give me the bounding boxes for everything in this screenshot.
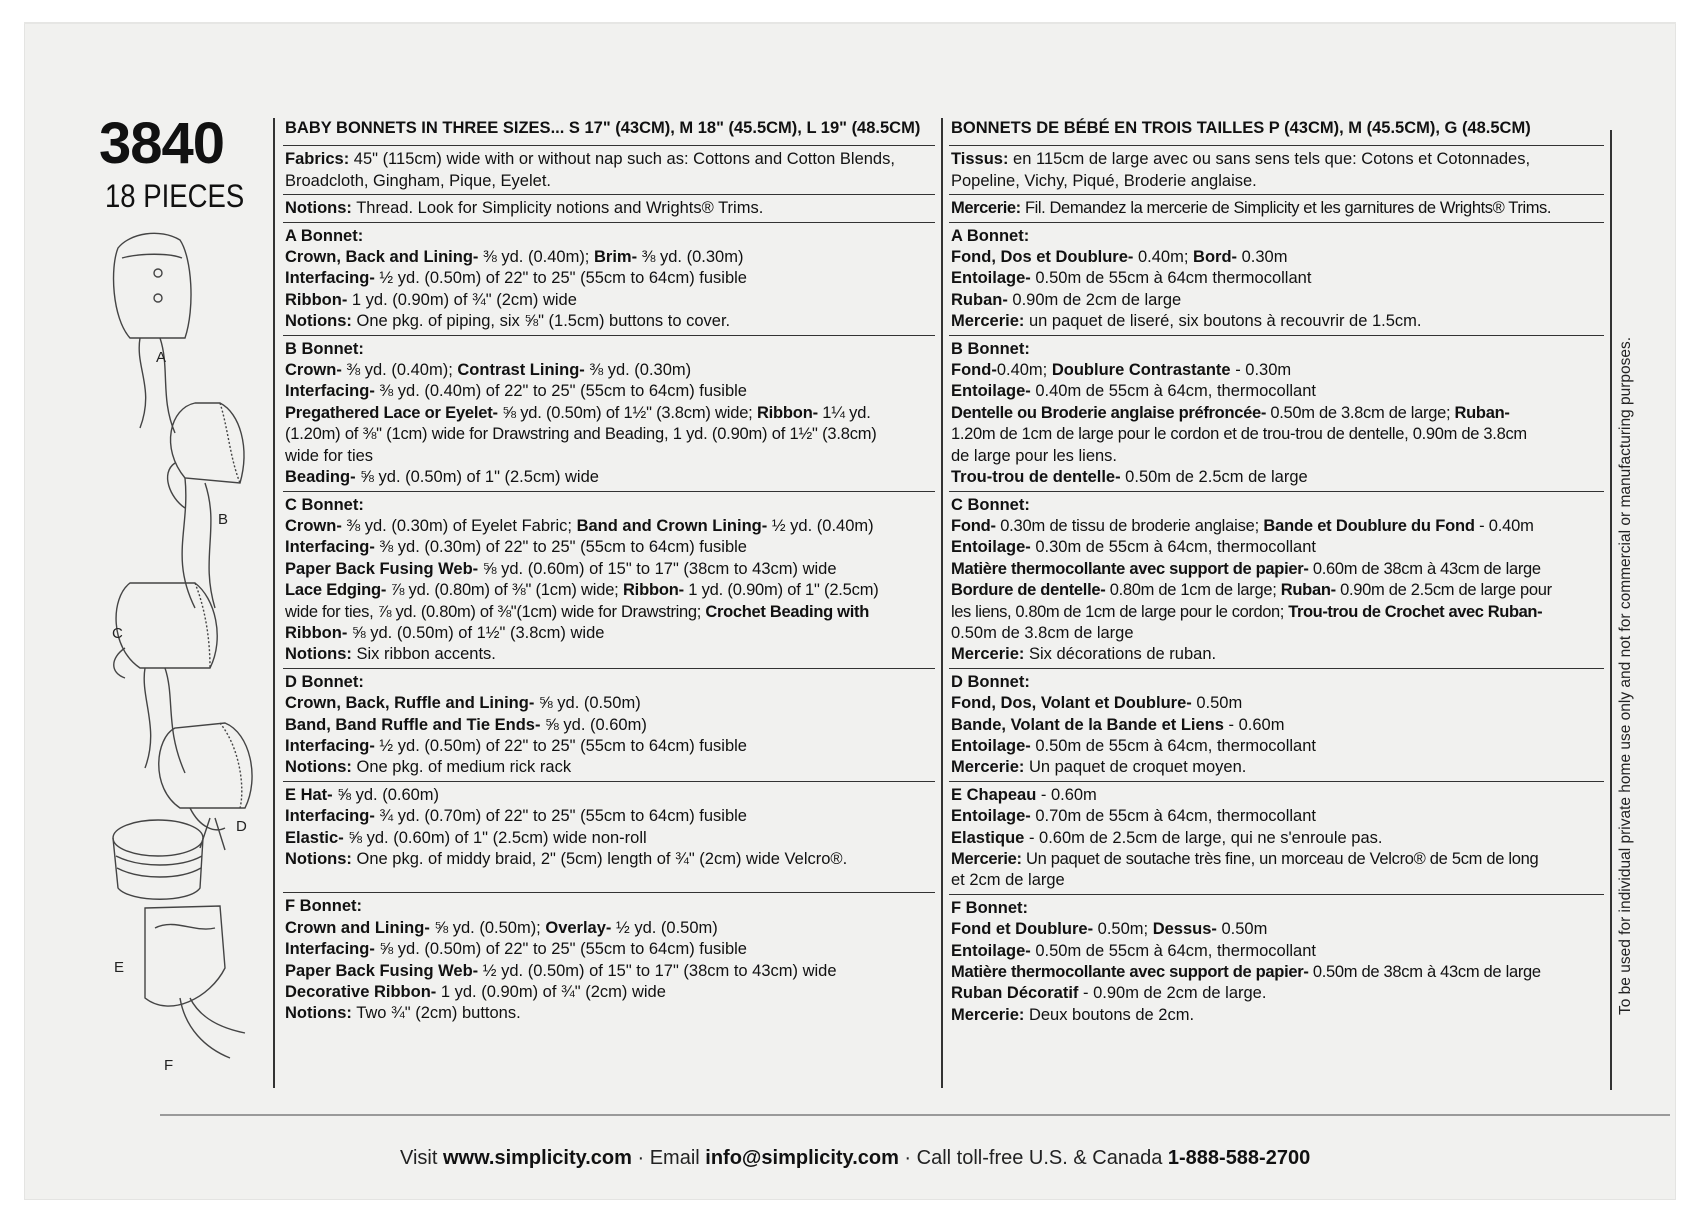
french-column <box>949 118 1604 1028</box>
illustration-label-a: A <box>156 349 167 366</box>
item-label: Entoilage- <box>951 382 1031 401</box>
item-label: Entoilage- <box>951 807 1031 826</box>
item-label: Notions: <box>285 645 352 664</box>
item-text: wide for ties, ⅞ yd. (0.80m) of ⅜"(1cm) wide for Drawstring; <box>285 602 706 621</box>
item-label: Notions: <box>285 312 352 331</box>
item-text: ⅝ yd. (0.50m) of 1½" (3.8cm) wide; <box>497 403 757 422</box>
item-text: ½ yd. (0.40m) <box>767 516 874 535</box>
english-notions <box>283 194 935 221</box>
item-text: 0.40m; <box>996 361 1052 380</box>
item-text: 0.50m de 38cm à 43cm de large <box>1308 963 1541 982</box>
item-text: Six décorations de ruban. <box>1024 645 1217 664</box>
french-title: BONNETS DE BÉBÉ EN TROIS TAILLES P (43CM), M (45.5CM), G (48.5CM) <box>951 119 1531 137</box>
english-title: BABY BONNETS IN THREE SIZES... S 17" (43CM), M 18" (45.5CM), L 19" (48.5CM) <box>285 119 921 137</box>
item-text: 0.50m <box>1216 920 1268 939</box>
footer-divider <box>160 1114 1670 1116</box>
item-label: Ribbon- <box>622 581 684 600</box>
item-label: Mercerie: <box>951 312 1025 331</box>
item-text: 1¼ yd. <box>817 403 871 422</box>
section-header: F Bonnet: <box>285 897 362 916</box>
item-text: ½ yd. (0.50m) of 22" to 25" (55cm to 64cm) fusible <box>374 269 747 288</box>
section-header: F Bonnet: <box>951 898 1028 917</box>
item-label: Interfacing- <box>285 940 375 959</box>
item-text: ⅜ yd. (0.40m) of 22" to 25" (55cm to 64cm) fusible <box>374 382 747 401</box>
section-header: C Bonnet: <box>951 495 1030 514</box>
english-bonnet-d <box>283 668 935 781</box>
item-text: 0.50m de 3.8cm de large <box>951 623 1134 642</box>
item-label: Decorative Ribbon- <box>285 983 437 1002</box>
item-label: Interfacing- <box>285 736 375 755</box>
item-label: Matière thermocollante avec support de papier- <box>951 963 1309 982</box>
item-label: Entoilage- <box>951 269 1031 288</box>
item-text: 1 yd. (0.90m) of 1" (2.5cm) <box>683 581 879 600</box>
item-text: ⅝ yd. (0.60m) of 15" to 17" (38cm to 43cm) wide <box>478 559 837 578</box>
item-label: Bordure de dentelle- <box>951 581 1106 600</box>
french-hat-e <box>949 781 1604 894</box>
item-text: 0.90m de 2.5cm de large pour <box>1335 581 1552 600</box>
item-text: ⅜ yd. (0.30m) <box>637 248 744 267</box>
item-label: Trou-trou de Crochet avec Ruban- <box>1288 602 1543 621</box>
item-text: ¾ yd. (0.70m) of 22" to 25" (55cm to 64cm) fusible <box>374 807 747 826</box>
item-text: 0.30m <box>1237 248 1288 267</box>
item-text: ⅝ yd. (0.50m) of 22" to 25" (55cm to 64cm) fusible <box>374 940 747 959</box>
item-label: Dessus- <box>1152 920 1217 939</box>
item-label: Notions: <box>285 758 352 777</box>
footer-call-text: · Call toll-free U.S. & Canada <box>898 1147 1168 1169</box>
section-header: D Bonnet: <box>285 672 364 691</box>
french-tissus <box>949 145 1604 194</box>
item-label: Notions: <box>285 850 352 868</box>
illustration-label-f: F <box>164 1057 174 1074</box>
french-mercerie <box>949 194 1604 221</box>
item-text: ⅝ yd. (0.50m) of 1" (2.5cm) wide <box>355 468 599 487</box>
item-label: Interfacing- <box>285 538 375 557</box>
item-label: Pregathered Lace or Eyelet- <box>285 403 498 422</box>
item-text: les liens, 0.80m de 1cm de large pour le cordon; <box>951 602 1289 621</box>
item-text: One pkg. of medium rick rack <box>351 758 572 777</box>
english-title-section <box>283 118 935 145</box>
phone-number: 1-888-588-2700 <box>1167 1147 1311 1169</box>
item-label: Dentelle ou Broderie anglaise préfroncée- <box>951 403 1267 422</box>
item-label: Trou-trou de dentelle- <box>951 468 1121 487</box>
item-text: 1 yd. (0.90m) of ¾" (2cm) wide <box>436 983 666 1002</box>
item-label: Crochet Beading with <box>705 602 869 621</box>
item-text: 1.20m de 1cm de large pour le cordon et de trou-trou de dentelle, 0.90m de 3.8cm <box>951 425 1527 444</box>
item-label: Ruban- <box>1280 581 1336 600</box>
item-text: 0.30m de 55cm à 64cm, thermocollant <box>1030 538 1316 557</box>
section-header: B Bonnet: <box>285 339 364 358</box>
item-label: Bord- <box>1193 248 1238 267</box>
item-label: Bande, Volant de la Bande et Liens <box>951 715 1224 734</box>
item-label: Band and Crown Lining- <box>576 516 768 535</box>
item-text: ½ yd. (0.50m) <box>611 918 718 937</box>
item-text: 0.50m de 55cm à 64cm, thermocollant <box>1030 736 1316 755</box>
item-text: un paquet de liseré, six boutons à recouvrir de 1.5cm. <box>1024 312 1422 331</box>
item-label: Paper Back Fusing Web- <box>285 961 479 980</box>
item-label: Interfacing- <box>285 382 375 401</box>
tissus-text: en 115cm de large avec ou sans sens tels que: Cotons et Cotonnades, <box>1008 150 1531 169</box>
item-text: ⅜ yd. (0.30m) of 22" to 25" (55cm to 64cm) fusible <box>374 538 747 557</box>
item-text: 0.70m de 55cm à 64cm, thermocollant <box>1030 807 1316 826</box>
item-text: Un paquet de croquet moyen. <box>1024 758 1247 777</box>
section-header: D Bonnet: <box>951 672 1030 691</box>
item-text: ⅜ yd. (0.40m); <box>478 248 594 267</box>
item-label: Fond, Dos et Doublure- <box>951 248 1134 267</box>
item-label: Mercerie: <box>951 1005 1025 1024</box>
item-text: 0.50m <box>1191 694 1243 713</box>
english-hat-e <box>283 781 935 893</box>
item-text: 0.40m; <box>1133 248 1194 267</box>
item-text: de large pour les liens. <box>951 446 1118 465</box>
item-text: ⅝ yd. (0.50m); <box>429 918 546 937</box>
item-text: - 0.40m <box>1474 516 1534 535</box>
item-text: ⅝ yd. (0.50m) of 1½" (3.8cm) wide <box>347 623 605 642</box>
item-text: 0.80m de 1cm de large; <box>1105 581 1281 600</box>
item-label: Matière thermocollante avec support de papier- <box>951 559 1309 578</box>
contact-footer <box>400 1147 1310 1170</box>
item-text: One pkg. of piping, six ⅝" (1.5cm) buttons to cover. <box>351 312 731 331</box>
item-label: Fond et Doublure- <box>951 920 1094 939</box>
fabrics-text: 45" (115cm) wide with or without nap such as: Cottons and Cotton Blends, <box>349 150 895 169</box>
item-text: ⅞ yd. (0.80m) of ⅜" (1cm) wide; <box>386 581 623 600</box>
item-text: 0.50m de 55cm à 64cm thermocollant <box>1030 269 1312 288</box>
item-text: - 0.90m de 2cm de large. <box>1078 984 1267 1003</box>
english-column <box>283 118 935 1027</box>
illustration-label-c: C <box>112 625 123 642</box>
item-label: Ruban- <box>951 290 1008 309</box>
section-header: C Bonnet: <box>285 495 364 514</box>
item-label: E Hat- <box>285 785 333 804</box>
item-label: Elastique <box>951 828 1025 847</box>
bonnet-c-drawing <box>114 583 217 773</box>
left-divider <box>273 118 275 1088</box>
fabrics-text-2: Broadcloth, Gingham, Pique, Eyelet. <box>285 171 551 190</box>
item-text: 0.60m de 38cm à 43cm de large <box>1308 559 1541 578</box>
item-text: et 2cm de large <box>951 871 1065 890</box>
illustration-label-b: B <box>218 511 229 528</box>
item-label: Lace Edging- <box>285 581 387 600</box>
item-text: 0.50m de 55cm à 64cm, thermocollant <box>1030 941 1316 960</box>
item-label: Brim- <box>593 248 638 267</box>
email-link[interactable]: info@simplicity.com <box>705 1147 899 1169</box>
item-text: ⅝ yd. (0.60m) of 1" (2.5cm) wide non-roll <box>343 828 647 847</box>
item-text: Two ¾" (2cm) buttons. <box>351 1004 521 1023</box>
item-label: Interfacing- <box>285 269 375 288</box>
english-bonnet-b <box>283 335 935 491</box>
item-text: One pkg. of middy braid, 2" (5cm) length of ¾" (2cm) wide Velcro®. <box>351 850 848 868</box>
english-bonnet-c <box>283 491 935 668</box>
item-label: E Chapeau <box>951 785 1037 804</box>
item-label: Elastic- <box>285 828 344 847</box>
english-bonnet-a <box>283 222 935 335</box>
item-text: 0.50m de 2.5cm de large <box>1120 468 1308 487</box>
item-text: ⅜ yd. (0.30m) <box>584 361 692 380</box>
illustration-label-e: E <box>114 959 125 976</box>
french-bonnet-d <box>949 668 1604 781</box>
item-label: Band, Band Ruffle and Tie Ends- <box>285 715 541 734</box>
item-label: Bande et Doublure du Fond <box>1263 516 1475 535</box>
item-label: Beading- <box>285 468 356 487</box>
notions-text: Thread. Look for Simplicity notions and Wrights® Trims. <box>351 199 764 218</box>
item-label: Entoilage- <box>951 736 1031 755</box>
item-label: Crown and Lining- <box>285 918 430 937</box>
right-divider <box>1610 130 1612 1090</box>
item-label: Ribbon- <box>285 290 348 309</box>
item-label: Fond- <box>951 361 997 380</box>
item-text: 0.50m; <box>1093 920 1153 939</box>
item-label: Interfacing- <box>285 807 375 826</box>
bonnet-f-drawing <box>145 906 245 1058</box>
item-text: 0.30m de tissu de broderie anglaise; <box>995 516 1264 535</box>
item-label: Crown, Back, Ruffle and Lining- <box>285 694 535 713</box>
english-fabrics <box>283 145 935 194</box>
item-label: Crown, Back and Lining- <box>285 248 479 267</box>
item-text: ⅜ yd. (0.30m) of Eyelet Fabric; <box>341 516 577 535</box>
french-bonnet-b <box>949 335 1604 491</box>
item-text: ⅝ yd. (0.60m) <box>540 715 647 734</box>
mercerie-label: Mercerie: <box>951 199 1021 218</box>
item-label: Entoilage- <box>951 538 1031 557</box>
item-label: Overlay- <box>545 918 612 937</box>
notions-label: Notions: <box>285 199 352 218</box>
item-label: Entoilage- <box>951 941 1031 960</box>
item-text: 0.50m de 3.8cm de large; <box>1266 403 1455 422</box>
french-bonnet-a <box>949 222 1604 335</box>
english-bonnet-f <box>283 892 935 1026</box>
french-bonnet-f <box>949 894 1604 1028</box>
item-text: 0.40m de 55cm à 64cm, thermocollant <box>1030 382 1316 401</box>
item-label: Crown- <box>285 516 342 535</box>
item-text: ⅝ yd. (0.50m) <box>534 694 641 713</box>
item-text: Six ribbon accents. <box>351 645 496 664</box>
item-text: ½ yd. (0.50m) of 15" to 17" (38cm to 43cm) wide <box>478 961 837 980</box>
item-label: Ruban- <box>1454 403 1510 422</box>
item-text: - 0.30m <box>1230 361 1292 380</box>
usage-disclaimer: To be used for individual private home use only and not for commercial or manufacturing purposes. <box>1617 336 1634 1015</box>
item-label: Mercerie: <box>951 645 1025 664</box>
item-text: 0.90m de 2cm de large <box>1007 290 1182 309</box>
item-label: Contrast Lining- <box>457 361 585 380</box>
bonnet-illustrations <box>100 228 270 1108</box>
item-label: Mercerie: <box>951 850 1022 868</box>
item-text: (1.20m) of ⅜" (1cm) wide for Drawstring and Beading, 1 yd. (0.90m) of 1½" (3.8cm) <box>285 425 877 444</box>
item-text: ½ yd. (0.50m) of 22" to 25" (55cm to 64cm) fusible <box>374 736 747 755</box>
item-text: ⅝ yd. (0.60m) <box>332 785 440 804</box>
item-label: Paper Back Fusing Web- <box>285 559 479 578</box>
item-text: Deux boutons de 2cm. <box>1024 1005 1195 1024</box>
item-label: Fond, Dos, Volant et Doublure- <box>951 694 1192 713</box>
pieces-count: 18 PIECES <box>105 178 245 214</box>
center-divider <box>941 118 943 1088</box>
item-text: - 0.60m <box>1223 715 1285 734</box>
french-bonnet-c <box>949 491 1604 668</box>
website-link[interactable]: www.simplicity.com <box>442 1147 632 1169</box>
item-text: Un paquet de soutache très fine, un morceau de Velcro® de 5cm de long <box>1021 850 1539 868</box>
bonnet-b-drawing <box>168 403 244 608</box>
item-label: Notions: <box>285 1004 352 1023</box>
fabrics-label: Fabrics: <box>285 150 350 169</box>
item-text: - 0.60m de 2.5cm de large, qui ne s'enroule pas. <box>1024 828 1383 847</box>
item-text: ⅜ yd. (0.40m); <box>341 361 458 380</box>
tissus-text-2: Popeline, Vichy, Piqué, Broderie anglaise. <box>951 171 1257 190</box>
tissus-label: Tissus: <box>951 150 1009 169</box>
illustration-label-d: D <box>236 818 247 835</box>
footer-visit-text: Visit <box>400 1147 443 1169</box>
french-title-section <box>949 118 1604 145</box>
item-text: 1 yd. (0.90m) of ¾" (2cm) wide <box>347 290 577 309</box>
bonnet-a-drawing <box>114 233 191 433</box>
item-label: Ribbon- <box>756 403 818 422</box>
item-text: - 0.60m <box>1036 785 1097 804</box>
item-label: Mercerie: <box>951 758 1025 777</box>
item-label: Ribbon- <box>285 623 348 642</box>
footer-email-text: · Email <box>631 1147 706 1169</box>
item-label: Doublure Contrastante <box>1051 361 1231 380</box>
section-header: A Bonnet: <box>951 226 1030 245</box>
section-header: A Bonnet: <box>285 226 364 245</box>
mercerie-text: Fil. Demandez la mercerie de Simplicity et les garnitures de Wrights® Trims. <box>1020 199 1552 218</box>
section-header: B Bonnet: <box>951 339 1030 358</box>
pattern-number: 3840 <box>99 111 225 176</box>
item-label: Crown- <box>285 361 342 380</box>
item-text: wide for ties <box>285 446 374 465</box>
item-label: Ruban Décoratif <box>951 984 1079 1003</box>
hat-e-drawing <box>113 820 203 899</box>
item-label: Fond- <box>951 516 996 535</box>
